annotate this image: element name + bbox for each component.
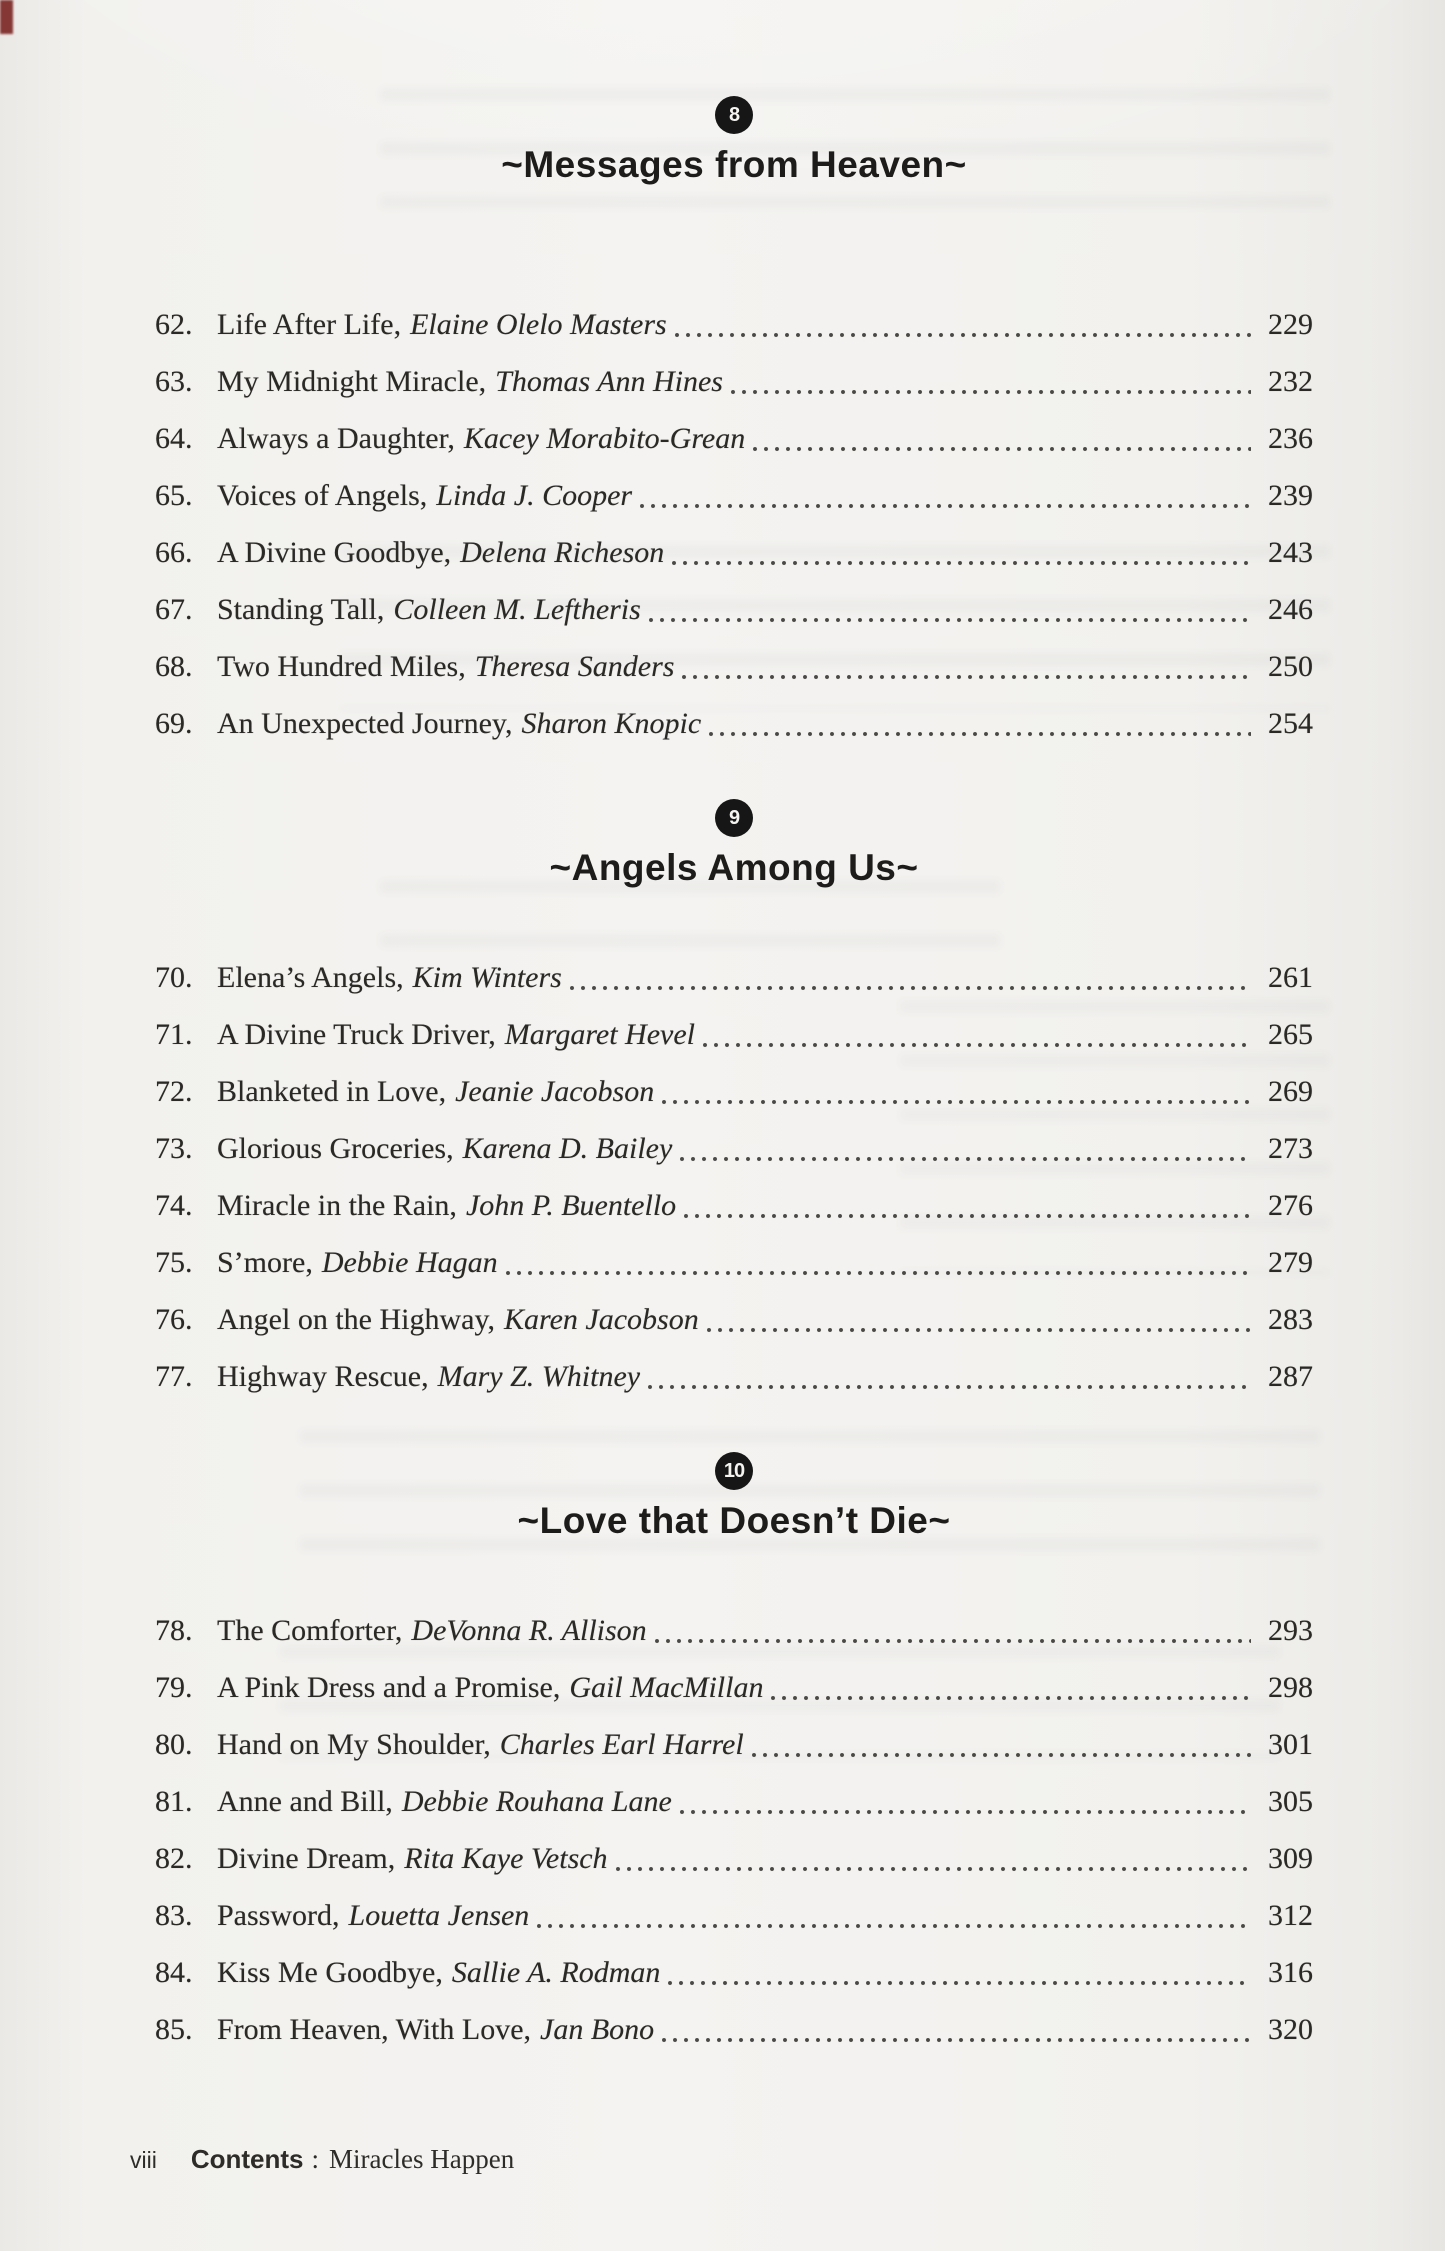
- entry-number: 80.: [155, 1728, 193, 1761]
- entry-title: A Divine Goodbye,: [217, 536, 452, 569]
- dotted-leader: [506, 1234, 1251, 1291]
- entry-title: Highway Rescue,: [217, 1360, 429, 1393]
- dotted-leader: [682, 638, 1251, 695]
- entry-page-number: 243: [1268, 536, 1313, 569]
- dotted-leader: [675, 296, 1251, 353]
- toc-entry-row: [155, 1348, 1313, 1405]
- toc-section: [155, 1452, 1313, 2058]
- entry-page-number: 261: [1268, 961, 1313, 994]
- entry-author: Rita Kaye Vetsch: [404, 1842, 608, 1875]
- chapter-number-badge: 10: [715, 1452, 753, 1490]
- dotted-leader: [662, 2001, 1251, 2058]
- entry-title: Hand on My Shoulder,: [217, 1728, 491, 1761]
- dotted-leader: [731, 353, 1251, 410]
- entry-title: Glorious Groceries,: [217, 1132, 454, 1165]
- dotted-leader: [703, 1006, 1251, 1063]
- entry-title: An Unexpected Journey,: [217, 707, 513, 740]
- dotted-leader: [672, 524, 1251, 581]
- chapter-number-badge: 8: [715, 96, 753, 134]
- entry-number: 66.: [155, 536, 193, 569]
- entry-title: A Divine Truck Driver,: [217, 1018, 496, 1051]
- toc-entry-row: [155, 1659, 1313, 1716]
- entry-number: 85.: [155, 2013, 193, 2046]
- toc-entry-row: [155, 695, 1313, 752]
- entry-number: 83.: [155, 1899, 193, 1932]
- dotted-leader: [616, 1830, 1251, 1887]
- toc-entry-row: [155, 1177, 1313, 1234]
- toc-entry-row: [155, 1716, 1313, 1773]
- entry-page-number: 312: [1268, 1899, 1313, 1932]
- dotted-leader: [570, 949, 1251, 1006]
- footer-book-title: Miracles Happen: [329, 2144, 515, 2174]
- toc-entry-row: [155, 1944, 1313, 2001]
- entry-page-number: 236: [1268, 422, 1313, 455]
- entry-author: Kacey Morabito-Grean: [463, 422, 746, 455]
- dotted-leader: [648, 1348, 1251, 1405]
- entry-number: 62.: [155, 308, 193, 341]
- entry-title: Kiss Me Goodbye,: [217, 1956, 443, 1989]
- entry-number: 65.: [155, 479, 193, 512]
- entry-number: 81.: [155, 1785, 193, 1818]
- entry-author: Gail MacMillan: [569, 1671, 764, 1704]
- entry-page-number: 239: [1268, 479, 1313, 512]
- entry-page-number: 283: [1268, 1303, 1313, 1336]
- toc-entry-row: [155, 581, 1313, 638]
- dotted-leader: [655, 1602, 1251, 1659]
- entry-page-number: 301: [1268, 1728, 1313, 1761]
- entry-author: Linda J. Cooper: [436, 479, 633, 512]
- entry-page-number: 279: [1268, 1246, 1313, 1279]
- toc-entry-row: [155, 296, 1313, 353]
- entry-number: 69.: [155, 707, 193, 740]
- toc-entry-row: [155, 949, 1313, 1006]
- entry-title: Life After Life,: [217, 308, 402, 341]
- entry-number: 76.: [155, 1303, 193, 1336]
- entry-page-number: 232: [1268, 365, 1313, 398]
- entry-author: Jeanie Jacobson: [455, 1075, 655, 1108]
- entry-title: Anne and Bill,: [217, 1785, 393, 1818]
- entry-title: Password,: [217, 1899, 340, 1932]
- entry-title: Blanketed in Love,: [217, 1075, 447, 1108]
- dotted-leader: [684, 1177, 1251, 1234]
- section-entry-list: [155, 296, 1313, 752]
- entry-title: From Heaven, With Love,: [217, 2013, 532, 2046]
- entry-page-number: 269: [1268, 1075, 1313, 1108]
- entry-title: The Comforter,: [217, 1614, 403, 1647]
- entry-author: Elaine Olelo Masters: [410, 308, 667, 341]
- dotted-leader: [680, 1773, 1251, 1830]
- entry-number: 82.: [155, 1842, 193, 1875]
- section-entry-list: [155, 1602, 1313, 2058]
- entry-number: 63.: [155, 365, 193, 398]
- dotted-leader: [537, 1887, 1251, 1944]
- toc-section: [155, 799, 1313, 1405]
- entry-title: Voices of Angels,: [217, 479, 428, 512]
- toc-entry-row: [155, 467, 1313, 524]
- entry-author: Sharon Knopic: [521, 707, 702, 740]
- entry-number: 72.: [155, 1075, 193, 1108]
- page-footer: [130, 2144, 514, 2175]
- toc-entry-row: [155, 1120, 1313, 1177]
- toc-entry-row: [155, 2001, 1313, 2058]
- entry-page-number: 229: [1268, 308, 1313, 341]
- entry-page-number: 309: [1268, 1842, 1313, 1875]
- entry-author: Mary Z. Whitney: [437, 1360, 641, 1393]
- toc-entry-row: [155, 1887, 1313, 1944]
- entry-page-number: 246: [1268, 593, 1313, 626]
- toc-entry-row: [155, 638, 1313, 695]
- entry-author: Jan Bono: [540, 2013, 655, 2046]
- toc-entry-row: [155, 1291, 1313, 1348]
- dotted-leader: [668, 1944, 1251, 2001]
- dotted-leader: [640, 467, 1251, 524]
- entry-author: Sallie A. Rodman: [451, 1956, 661, 1989]
- entry-title: My Midnight Miracle,: [217, 365, 487, 398]
- entry-number: 74.: [155, 1189, 193, 1222]
- entry-author: Thomas Ann Hines: [495, 365, 723, 398]
- dotted-leader: [771, 1659, 1251, 1716]
- toc-entry-row: [155, 410, 1313, 467]
- entry-number: 71.: [155, 1018, 193, 1051]
- toc-entry-row: [155, 1773, 1313, 1830]
- entry-title: Miracle in the Rain,: [217, 1189, 457, 1222]
- entry-page-number: 265: [1268, 1018, 1313, 1051]
- entry-number: 73.: [155, 1132, 193, 1165]
- entry-author: DeVonna R. Allison: [411, 1614, 647, 1647]
- entry-title: S’more,: [217, 1246, 313, 1279]
- entry-page-number: 293: [1268, 1614, 1313, 1647]
- entry-number: 75.: [155, 1246, 193, 1279]
- toc-section: [155, 96, 1313, 752]
- entry-title: Always a Daughter,: [217, 422, 455, 455]
- dotted-leader: [649, 581, 1251, 638]
- entry-number: 84.: [155, 1956, 193, 1989]
- toc-entry-row: [155, 1602, 1313, 1659]
- entry-title: Divine Dream,: [217, 1842, 396, 1875]
- entry-author: Louetta Jensen: [348, 1899, 530, 1932]
- entry-page-number: 276: [1268, 1189, 1313, 1222]
- toc-entry-row: [155, 353, 1313, 410]
- entry-number: 67.: [155, 593, 193, 626]
- entry-title: A Pink Dress and a Promise,: [217, 1671, 561, 1704]
- entry-author: Charles Earl Harrel: [499, 1728, 744, 1761]
- entry-author: Colleen M. Leftheris: [393, 593, 641, 626]
- dotted-leader: [709, 695, 1251, 752]
- entry-page-number: 298: [1268, 1671, 1313, 1704]
- entry-number: 78.: [155, 1614, 193, 1647]
- section-title: ~Love that Doesn’t Die~: [517, 1500, 951, 1541]
- toc-entry-row: [155, 1830, 1313, 1887]
- entry-author: Debbie Hagan: [321, 1246, 498, 1279]
- dotted-leader: [752, 1716, 1251, 1773]
- entry-number: 70.: [155, 961, 193, 994]
- folio-page-number: viii: [130, 2147, 157, 2173]
- entry-author: Karen Jacobson: [504, 1303, 699, 1336]
- entry-number: 79.: [155, 1671, 193, 1704]
- entry-page-number: 320: [1268, 2013, 1313, 2046]
- entry-number: 77.: [155, 1360, 193, 1393]
- entry-author: Debbie Rouhana Lane: [401, 1785, 672, 1818]
- toc-entry-row: [155, 1006, 1313, 1063]
- entry-page-number: 273: [1268, 1132, 1313, 1165]
- entry-title: Angel on the Highway,: [217, 1303, 495, 1336]
- toc-entry-row: [155, 524, 1313, 581]
- footer-separator: :: [311, 2144, 320, 2174]
- entry-title: Elena’s Angels,: [217, 961, 404, 994]
- toc-entry-row: [155, 1234, 1313, 1291]
- dotted-leader: [707, 1291, 1251, 1348]
- entry-title: Two Hundred Miles,: [217, 650, 466, 683]
- entry-title: Standing Tall,: [217, 593, 385, 626]
- entry-author: Delena Richeson: [460, 536, 665, 569]
- toc-entry-row: [155, 1063, 1313, 1120]
- entry-page-number: 316: [1268, 1956, 1313, 1989]
- entry-page-number: 254: [1268, 707, 1313, 740]
- entry-number: 68.: [155, 650, 193, 683]
- entry-author: Margaret Hevel: [504, 1018, 696, 1051]
- entry-author: Kim Winters: [412, 961, 562, 994]
- section-title: ~Messages from Heaven~: [501, 144, 967, 185]
- footer-contents-label: Contents: [190, 2144, 304, 2174]
- section-title: ~Angels Among Us~: [549, 847, 919, 888]
- entry-page-number: 250: [1268, 650, 1313, 683]
- section-entry-list: [155, 949, 1313, 1405]
- dotted-leader: [753, 410, 1251, 467]
- dotted-leader: [680, 1120, 1251, 1177]
- dotted-leader: [662, 1063, 1251, 1120]
- entry-author: John P. Buentello: [465, 1189, 677, 1222]
- entry-number: 64.: [155, 422, 193, 455]
- entry-author: Theresa Sanders: [474, 650, 675, 683]
- entry-author: Karena D. Bailey: [462, 1132, 673, 1165]
- chapter-number-badge: 9: [715, 799, 753, 837]
- entry-page-number: 287: [1268, 1360, 1313, 1393]
- entry-page-number: 305: [1268, 1785, 1313, 1818]
